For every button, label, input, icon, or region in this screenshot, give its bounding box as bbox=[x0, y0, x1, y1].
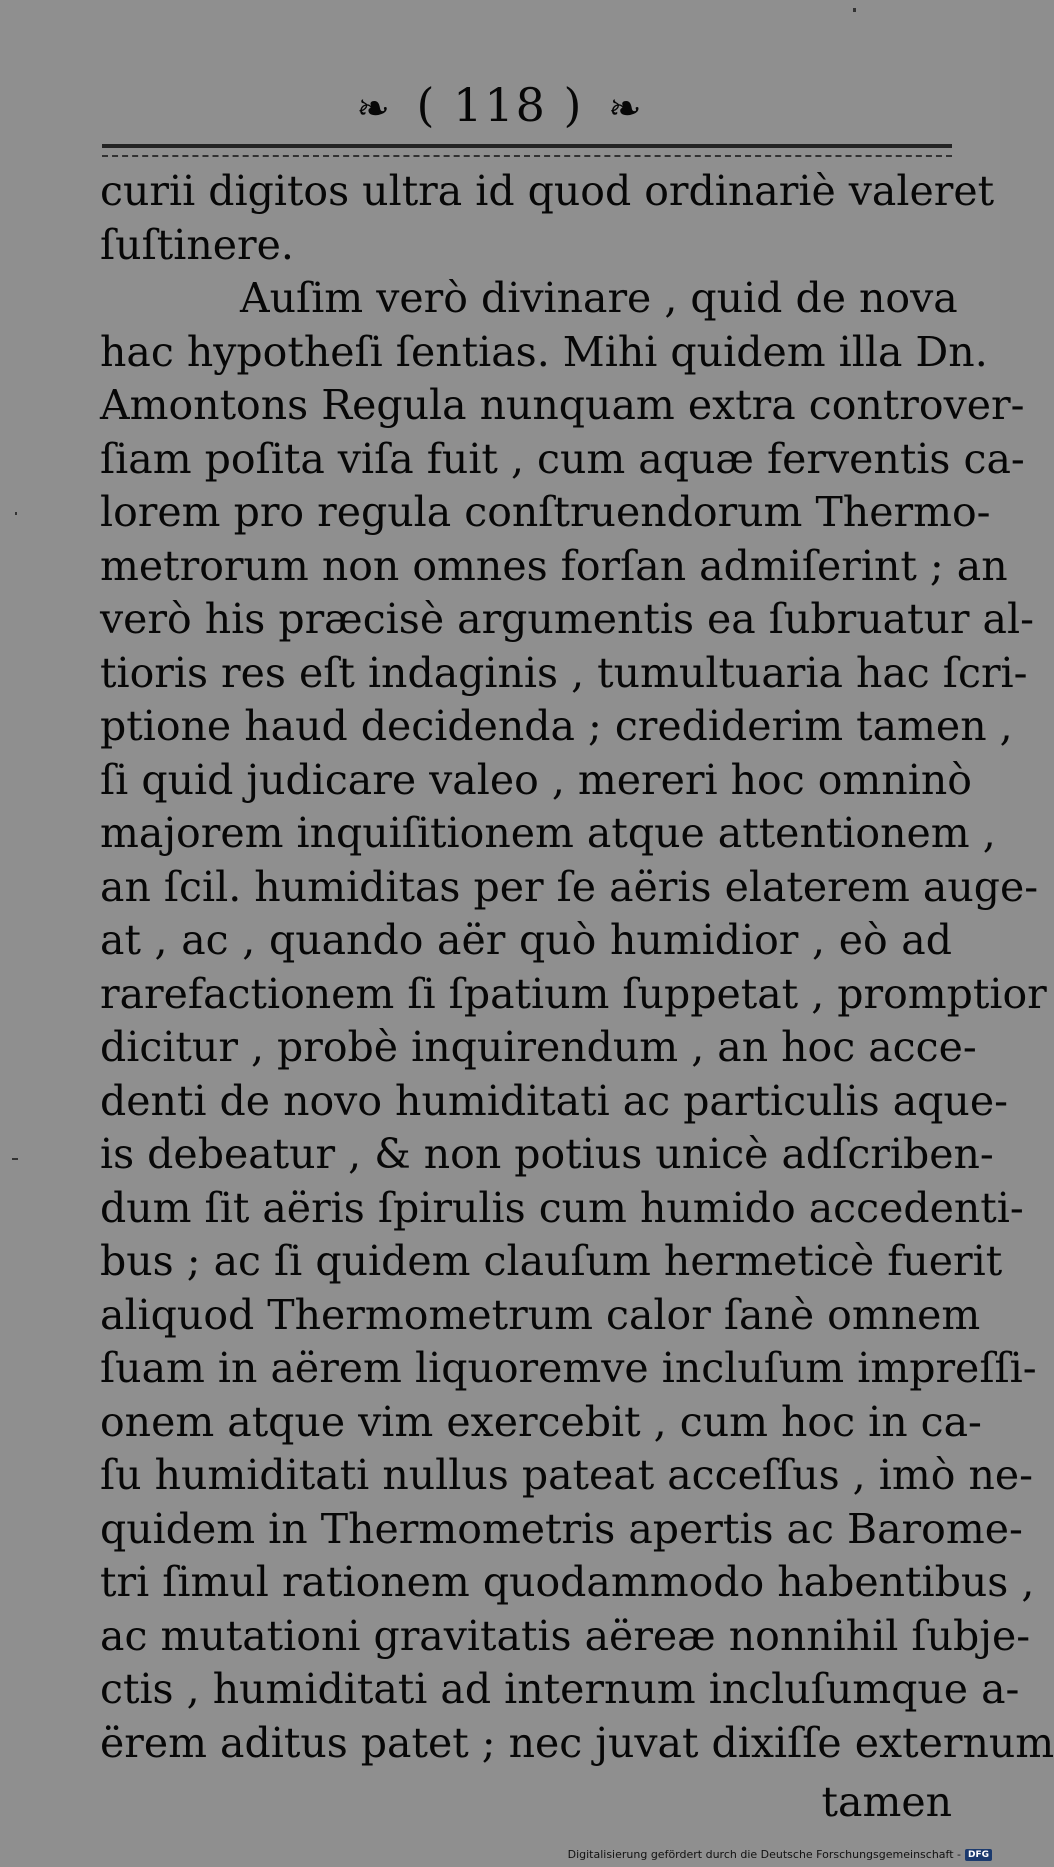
page-body-text bbox=[100, 165, 1054, 1830]
text-line: is debeatur , & non potius unicè adſcriben- bbox=[100, 1130, 994, 1178]
scan-speck bbox=[15, 512, 17, 515]
text-line: ſi quid judicare valeo , mereri hoc omninò bbox=[100, 755, 972, 804]
digitization-credit bbox=[568, 1848, 992, 1861]
ornament-left-icon: ❧ bbox=[356, 86, 392, 132]
page-header bbox=[0, 78, 1000, 132]
text-line: curii digitos ultra id quod ordinariè valeret bbox=[100, 167, 995, 215]
text-line: Auſim verò divinare , quid de nova bbox=[240, 274, 958, 322]
text-line: hac hypotheſi ſentias. Mihi quidem illa Dn. bbox=[100, 327, 988, 376]
text-line: at , ac , quando aër quò humidior , eò ad bbox=[100, 916, 952, 964]
text-line: tri ſimul rationem quodammodo habentibus , bbox=[100, 1558, 1035, 1606]
scan-speck bbox=[12, 1158, 18, 1160]
credit-text: Digitalisierung gefördert durch die Deutsche Forschungsgemeinschaft - bbox=[567, 1848, 961, 1861]
text-line: ctis , humiditati ad internum incluſumque a- bbox=[100, 1665, 1020, 1713]
text-line: ſiam poſita viſa fuit , cum aquæ ferventis ca- bbox=[100, 434, 1025, 483]
text-line: rarefactionem ſi ſpatium ſuppetat , promptior bbox=[100, 969, 1047, 1018]
text-line: bus ; ac ſi quidem clauſum hermeticè fuerit bbox=[100, 1237, 1003, 1285]
dfg-logo-icon: DFG bbox=[965, 1849, 992, 1861]
scan-speck bbox=[853, 8, 856, 12]
text-line: lorem pro regula conſtruendorum Thermo- bbox=[100, 488, 991, 536]
text-line: ſuam in aërem liquoremve incluſum impreſſi- bbox=[100, 1344, 1037, 1392]
text-line: verò his præcisè argumentis ea ſubruatur al- bbox=[100, 595, 1034, 643]
text-line: Amontons Regula nunquam extra controver- bbox=[100, 381, 1025, 429]
text-line: tioris res eſt indaginis , tumultuaria hac ſcri- bbox=[100, 648, 1028, 697]
text-line: dum ſit aëris ſpirulis cum humido accedenti- bbox=[100, 1183, 1024, 1232]
text-line: ërem aditus patet ; nec juvat dixiſſe externum bbox=[100, 1718, 1054, 1767]
text-line: aliquod Thermometrum calor ſanè omnem bbox=[100, 1290, 981, 1339]
text-line: ſu humiditati nullus pateat acceſſus , imò ne- bbox=[100, 1451, 1033, 1499]
catchword: tamen bbox=[821, 1778, 952, 1826]
text-line: ac mutationi gravitatis aëreæ nonnihil ſubje- bbox=[100, 1611, 1031, 1660]
text-line: ptione haud decidenda ; crediderim tamen , bbox=[100, 702, 1013, 750]
text-line: an ſcil. humiditas per ſe aëris elaterem auge- bbox=[100, 862, 1039, 911]
text-line: denti de novo humiditati ac particulis aque- bbox=[100, 1076, 1008, 1125]
text-line: dicitur , probè inquirendum , an hoc acce- bbox=[100, 1023, 977, 1071]
text-line: ſuſtinere. bbox=[100, 220, 294, 269]
text-line: metrorum non omnes forſan admiſerint ; an bbox=[100, 541, 1008, 590]
text-line: quidem in Thermometris apertis ac Barome- bbox=[100, 1504, 1023, 1553]
text-line: majorem inquiſitionem atque attentionem , bbox=[100, 809, 996, 857]
ornament-right-icon: ❧ bbox=[608, 86, 644, 132]
page-number: ( 118 ) bbox=[416, 78, 584, 132]
header-rule bbox=[102, 144, 952, 157]
text-line: onem atque vim exercebit , cum hoc in ca- bbox=[100, 1397, 982, 1446]
